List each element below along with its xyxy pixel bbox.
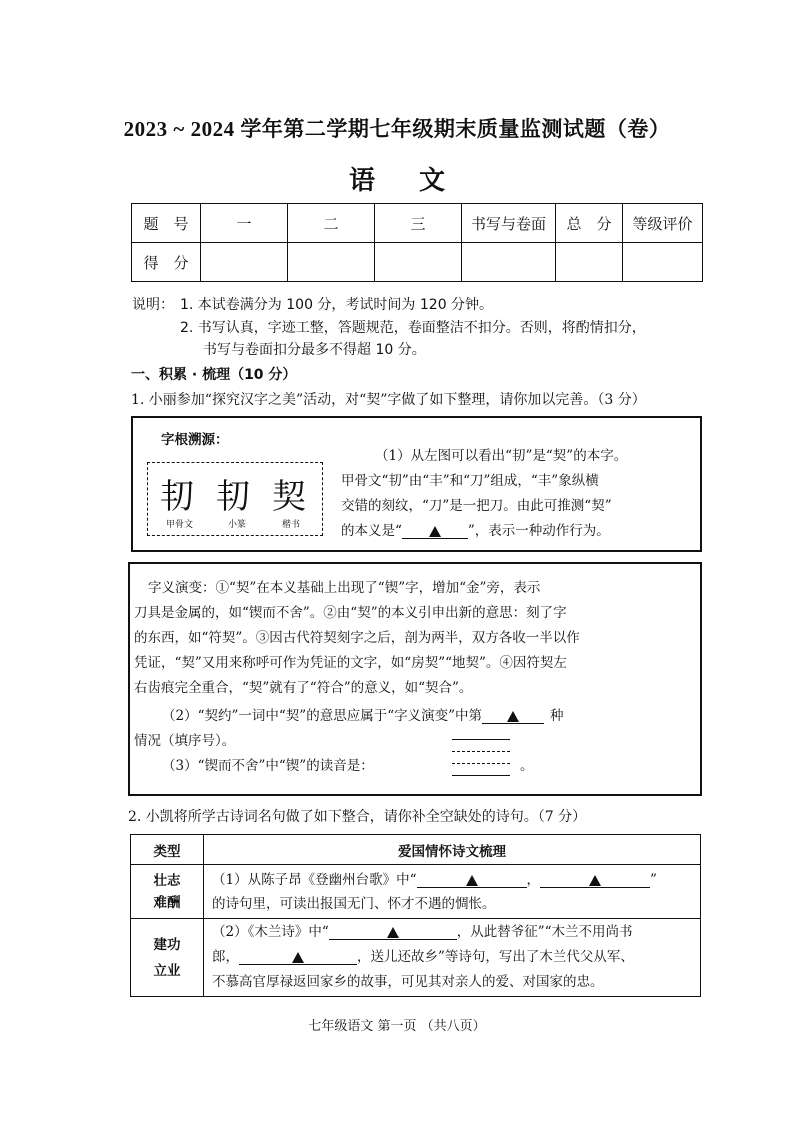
text-fragment: （1）从陈子昂《登幽州台歌》中“ — [212, 871, 417, 888]
type-line: 难酬 — [153, 894, 181, 911]
answer-blank-2[interactable] — [482, 709, 544, 724]
sub-question-2-cont: 情况（填序号）。 — [134, 733, 236, 749]
origin-text-line: 交错的刻纹，“刀”是一把刀。由此可推测“契” — [341, 498, 612, 514]
regular-glyph: 契 — [272, 477, 306, 517]
glyph-label: 楷书 — [282, 520, 301, 530]
question-stem: 1. 小丽参加“探究汉字之美”活动，对“契”字做了如下整理，请你加以完善。（3 分） — [131, 392, 646, 408]
score-input-cell[interactable] — [288, 243, 375, 282]
oracle-glyph: 㓞 — [160, 477, 194, 517]
instruction-item: 1. 本试卷满分为 100 分，考试时间为 120 分钟。 — [180, 297, 494, 313]
origin-text-line: （1）从左图可以看出“㓞”是“契”的本字。 — [375, 448, 628, 464]
subject-heading — [0, 160, 794, 197]
type-line: 立业 — [153, 962, 181, 979]
poem-table — [130, 834, 701, 997]
poem-content-cell — [204, 865, 701, 919]
poem-line: 不慕高官厚禄返回家乡的故事，可见其对亲人的爱、对国家的忠。 — [212, 974, 604, 990]
question-stem: 2. 小凯将所学古诗词名句做了如下整合，请你补全空缺处的诗句。（7 分） — [128, 809, 587, 825]
evolution-text-line: 字义演变：①“契”在本义基础上出现了“锲”字，增加“金”旁，表示 — [148, 580, 541, 596]
type-line: 建功 — [153, 936, 181, 953]
poem-type-cell — [131, 865, 204, 919]
instruction-item: 书写与卷面扣分最多不得超 10 分。 — [203, 342, 426, 358]
text-fragment: ，送儿还故乡”等诗句，写出了木兰代父从军、 — [357, 949, 634, 965]
triangle-marker-icon — [589, 875, 601, 886]
poem-header-type: 类型 — [131, 835, 204, 865]
score-table — [131, 203, 703, 282]
score-row-label: 得 分 — [132, 243, 201, 282]
score-header-cell: 题 号 — [132, 204, 201, 243]
poem-header-content: 爱国情怀诗文梳理 — [204, 835, 701, 865]
triangle-marker-icon — [387, 927, 399, 938]
evolution-text-line: 右齿痕完全重合，“契”就有了“符合”的意义，如“契合”。 — [134, 680, 473, 696]
answer-blank-5[interactable] — [329, 925, 457, 940]
text-fragment: ， — [526, 871, 540, 888]
seal-glyph: 㓞 — [216, 477, 250, 517]
subject-char-2: 文 — [419, 166, 446, 196]
poem-type-cell — [131, 919, 204, 997]
sub-question-2 — [162, 704, 564, 729]
triangle-marker-icon — [429, 526, 441, 537]
poem-line: 的诗句里，可读出报国无门、怀才不遇的惆怅。 — [212, 895, 496, 912]
text-fragment: 的本义是“ — [341, 523, 402, 539]
answer-blank-1[interactable] — [402, 524, 468, 539]
poem-line — [212, 920, 692, 945]
answer-blank-6[interactable] — [239, 950, 357, 965]
sub-question-3 — [162, 754, 374, 779]
score-header-cell: 二 — [288, 204, 375, 243]
text-fragment: ，从此替爷征”“木兰不用尚书 — [456, 924, 633, 940]
triangle-marker-icon — [466, 875, 478, 886]
poem-line — [212, 868, 692, 892]
subject-char-1: 语 — [348, 166, 375, 196]
page-footer: 七年级语文 第一页 （共八页） — [308, 1019, 486, 1034]
triangle-marker-icon — [292, 952, 304, 963]
instruction-item: 2. 书写认真，字迹工整，答题规范，卷面整洁不扣分。否则，将酌情扣分， — [180, 320, 646, 336]
glyph-label: 甲骨文 — [166, 520, 194, 530]
evolution-text-line: 凭证，“契”又用来称呼可作为凭证的文字，如“房契”“地契”。④因符契左 — [134, 655, 567, 671]
section-heading: 一、积累 · 梳理（10 分） — [131, 367, 297, 383]
type-line: 壮志 — [153, 872, 181, 889]
score-header-cell: 一 — [201, 204, 288, 243]
triangle-marker-icon — [507, 711, 519, 722]
text-fragment: 郎， — [212, 949, 239, 965]
text-fragment: （2）《木兰诗》中“ — [212, 924, 329, 940]
pinyin-writing-lines[interactable] — [452, 739, 510, 775]
score-header-cell: 总 分 — [556, 204, 623, 243]
text-fragment: （3）“锲而不舍”中“锲”的读音是： — [162, 758, 374, 774]
exam-title: 2023 ~ 2024 学年第二学期七年级期末质量监测试题（卷） — [123, 117, 671, 141]
text-fragment: （2）“契约”一词中“契”的意思应属于“字义演变”中第 — [162, 708, 482, 724]
score-header-cell: 三 — [375, 204, 462, 243]
character-origin-box — [131, 416, 702, 552]
score-input-cell[interactable] — [623, 243, 703, 282]
origin-text-line — [341, 519, 610, 544]
answer-blank-3[interactable] — [417, 873, 527, 888]
score-header-cell: 等级评价 — [623, 204, 703, 243]
poem-line — [212, 945, 692, 970]
meaning-evolution-box — [128, 562, 702, 796]
text-fragment: ”，表示一种动作行为。 — [467, 523, 610, 539]
poem-content-cell — [204, 919, 701, 997]
glyph-evolution-figure — [147, 462, 323, 536]
score-input-cell[interactable] — [462, 243, 556, 282]
score-header-cell: 书写与卷面 — [462, 204, 556, 243]
answer-blank-4[interactable] — [540, 873, 650, 888]
score-input-cell[interactable] — [556, 243, 623, 282]
score-input-cell[interactable] — [375, 243, 462, 282]
origin-text-line: 甲骨文“㓞”由“丰”和“刀”组成，“丰”象纵横 — [341, 473, 599, 489]
evolution-text-line: 的东西，如“符契”。③因古代符契刻字之后，剖为两半，双方各收一半以作 — [134, 630, 580, 646]
text-fragment: ” — [650, 871, 657, 888]
score-input-cell[interactable] — [201, 243, 288, 282]
period-mark: 。 — [520, 758, 534, 774]
origin-box-title: 字根溯源： — [161, 432, 229, 448]
evolution-text-line: 刀具是金属的，如“锲而不舍”。②由“契”的本义引申出新的意思：刻了字 — [134, 605, 567, 621]
instructions-lead: 说明： — [132, 297, 174, 313]
text-fragment: 种 — [550, 708, 564, 724]
glyph-label: 小篆 — [228, 520, 247, 530]
